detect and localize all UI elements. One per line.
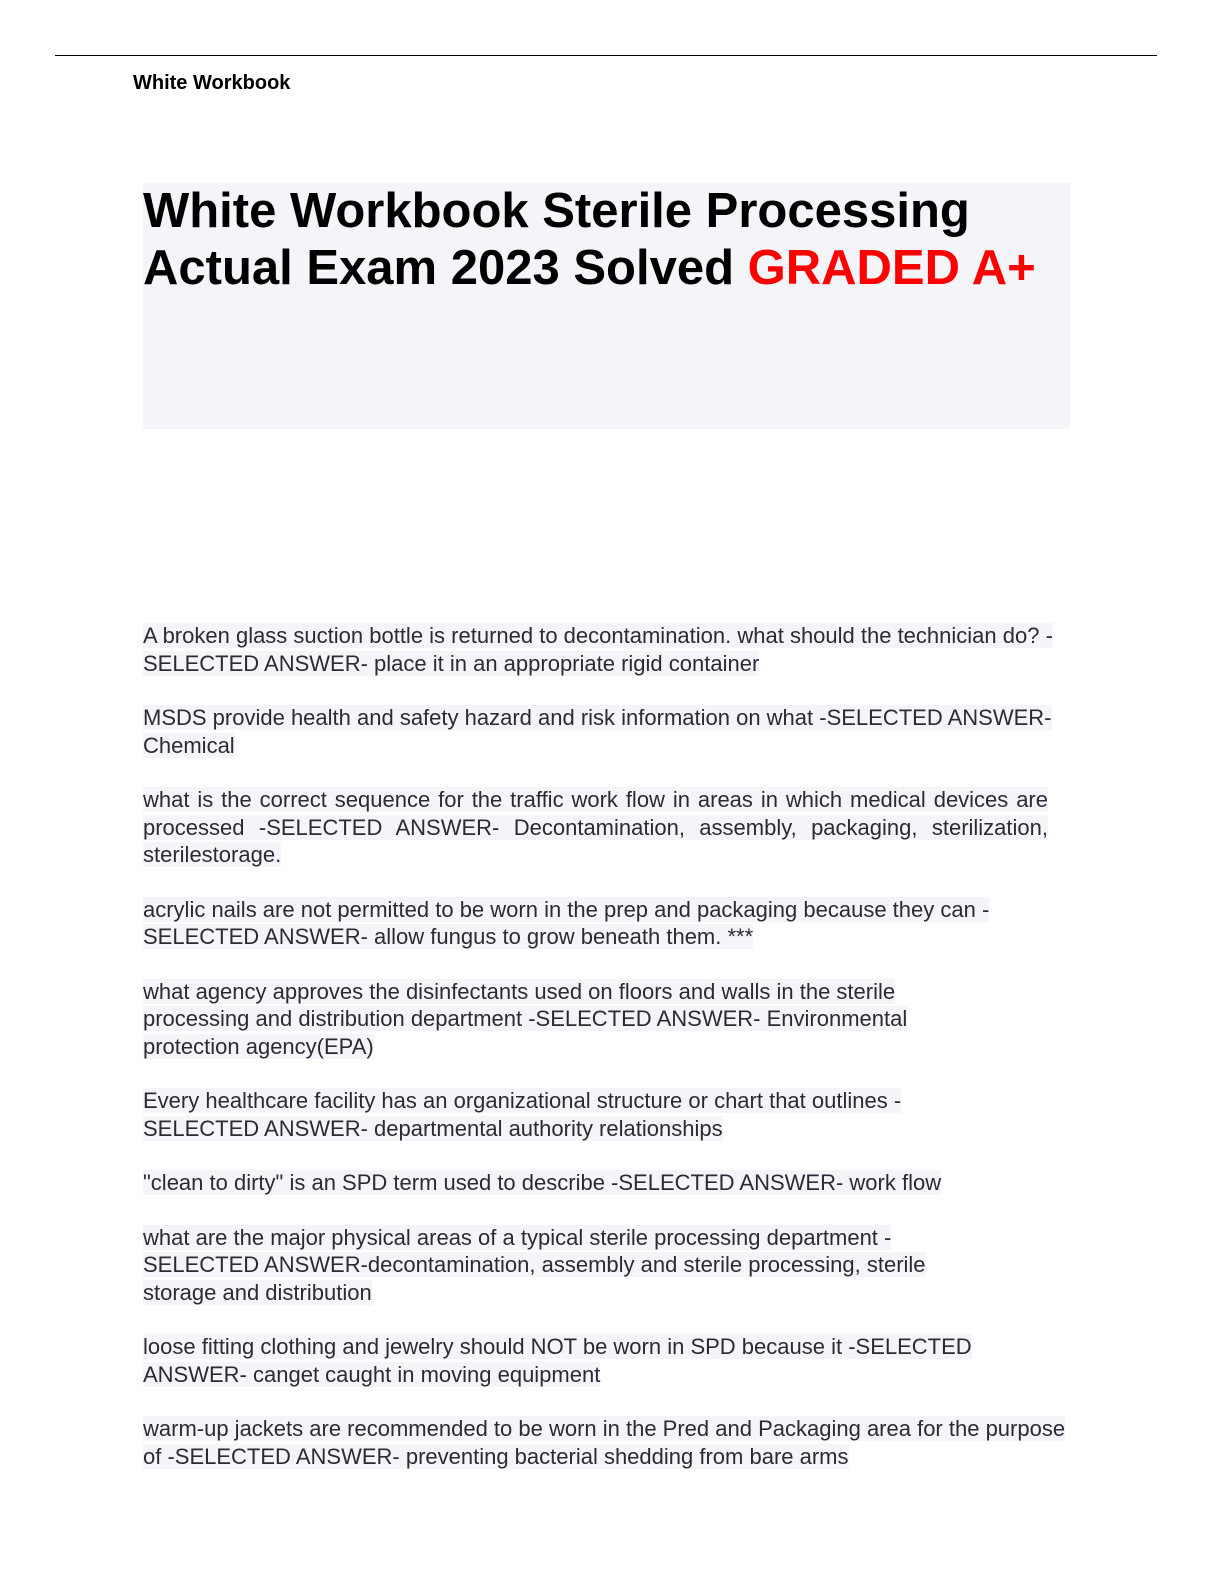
title-main: White Workbook Sterile Processing Actual Exam 2023 Solved [143,184,970,295]
qa-item [143,978,983,1061]
qa-item [143,896,1070,951]
qa-text: acrylic nails are not permitted to be worn in the prep and packaging because they can -SELECTED ANSWER- allow fungus to grow beneath them. *** [143,896,990,949]
qa-item [143,1333,1048,1388]
qa-text: MSDS provide health and safety hazard and risk information on what -SELECTED ANSWER-Chemical [143,705,1052,758]
qa-text: warm-up jackets are recommended to be worn in the Pred and Packaging area for the purpose of -SELECTED ANSWER- preventing bacterial shedding from bare arms [143,1416,1066,1469]
qa-text: Every healthcare facility has an organizational structure or chart that outlines -SELECTED ANSWER- departmental authority relationships [143,1088,902,1141]
title-block [143,183,1070,429]
document-title [143,183,1070,297]
qa-item [143,1087,968,1142]
qa-item [143,786,1048,869]
qa-item [143,704,1070,759]
qa-text: what is the correct sequence for the traffic work flow in areas in which medical devices are processed -SELECTED ANSWER- Decontamination, assembly, packaging, sterilization, sterilestorage. [143,787,1048,867]
qa-text: loose fitting clothing and jewelry should NOT be worn in SPD because it -SELECTED ANSWER- canget caught in moving equipment [143,1334,972,1387]
qa-list [143,622,1070,1497]
qa-item [143,622,1070,677]
qa-text: "clean to dirty" is an SPD term used to describe -SELECTED ANSWER- work flow [143,1170,942,1195]
qa-item [143,1415,1070,1470]
qa-text: what are the major physical areas of a typical sterile processing department -SELECTED ANSWER-decontamination, assembly and sterile processing, sterile storage and distribution [143,1224,926,1305]
title-grade-badge: GRADED A+ [747,241,1036,295]
qa-text: A broken glass suction bottle is returned to decontamination. what should the technician do? -SELECTED ANSWER- place it in an appropriate rigid container [143,623,1053,676]
running-header: White Workbook [133,72,291,94]
qa-item [143,1224,998,1307]
header-rule [55,55,1157,56]
qa-text: what agency approves the disinfectants used on floors and walls in the sterile processing and distribution department -SELECTED ANSWER- Environmental protection agency(EPA) [143,978,908,1059]
qa-item [143,1169,1070,1197]
